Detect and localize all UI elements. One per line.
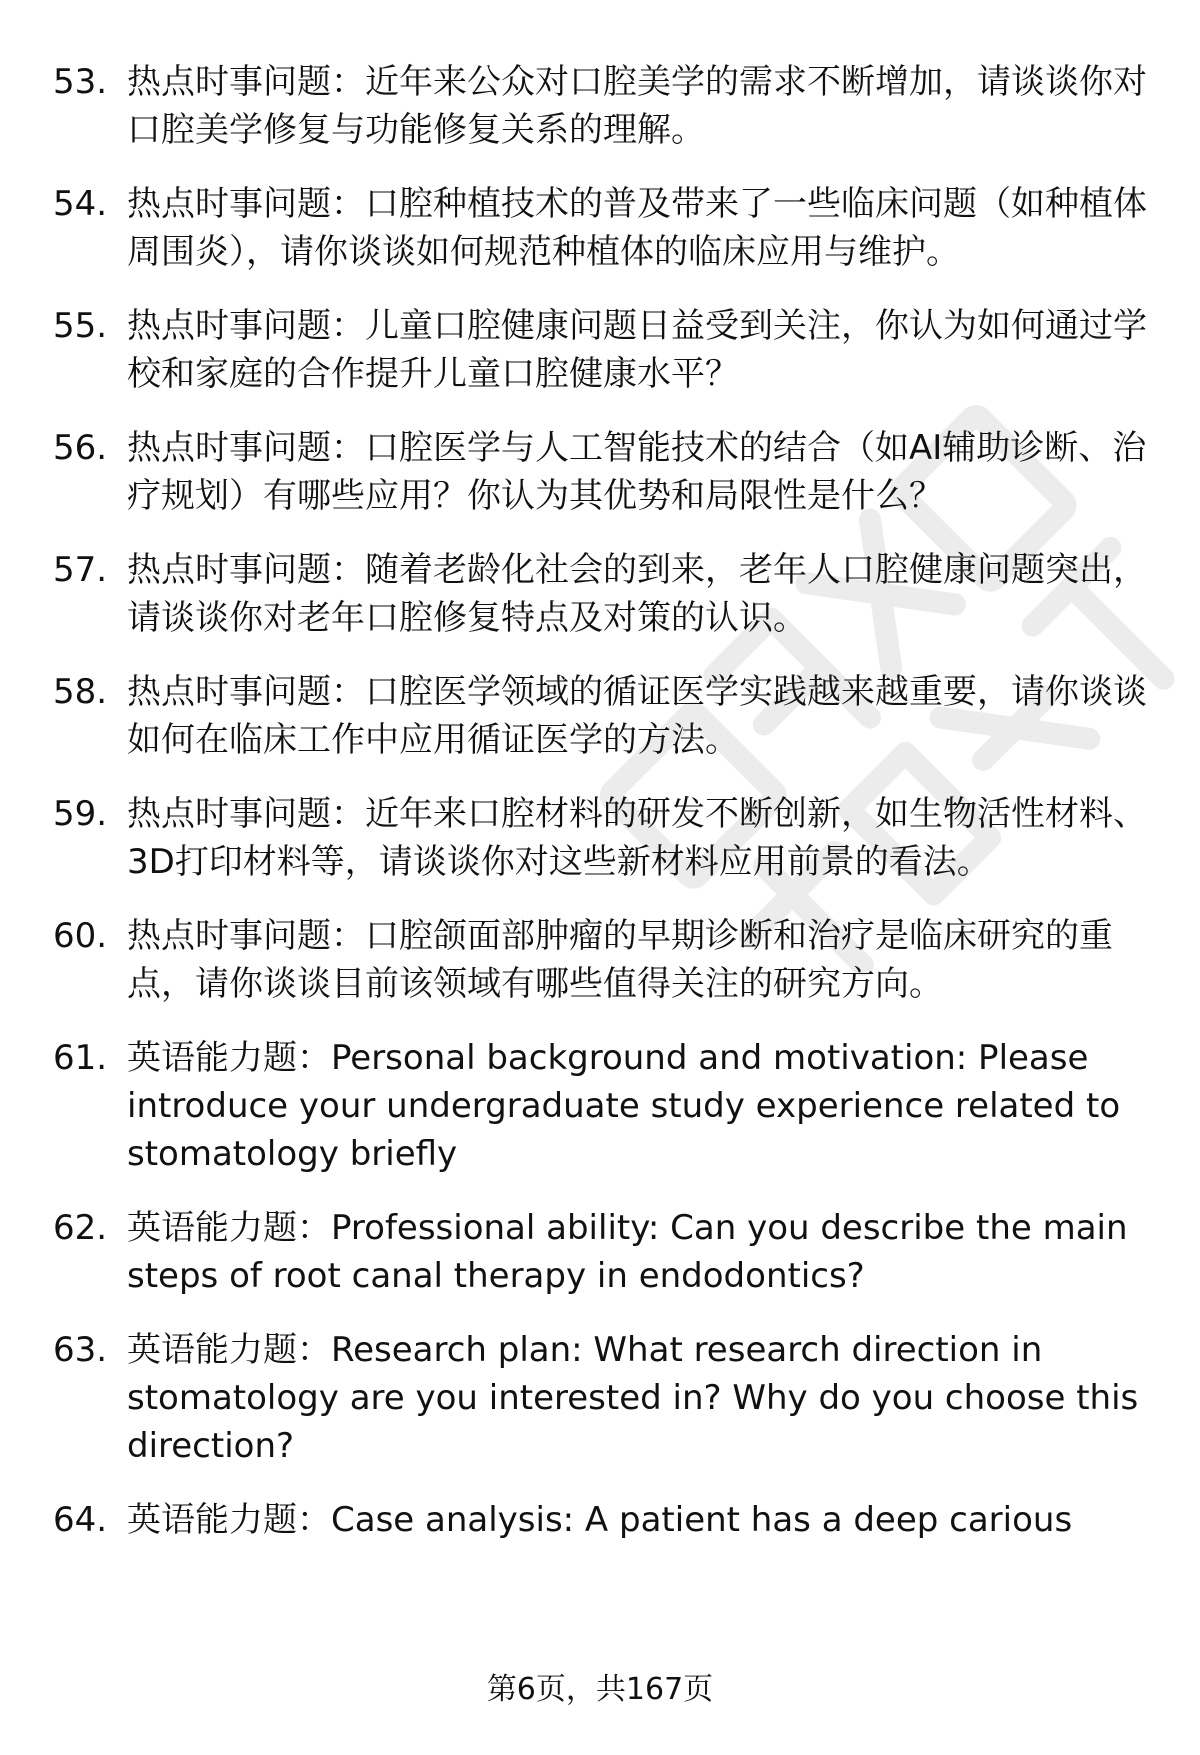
question-number: 61. [53, 1038, 108, 1078]
question-text: 热点时事问题：儿童口腔健康问题日益受到关注，你认为如何通过学校和家庭的合作提升儿童口腔健康水平？ [127, 306, 1147, 394]
question-number: 62. [53, 1208, 108, 1248]
question-item [53, 424, 1173, 520]
question-text: 热点时事问题：近年来口腔材料的研发不断创新，如生物活性材料、3D打印材料等，请谈谈你对这些新材料应用前景的看法。 [127, 794, 1147, 882]
question-text: 英语能力题：Professional ability: Can you describe the main steps of root canal therapy in endodontics? [127, 1208, 1128, 1296]
question-number: 63. [53, 1330, 108, 1370]
question-item [53, 302, 1173, 398]
question-list [53, 58, 1173, 1570]
question-item [53, 1326, 1173, 1470]
page-footer [0, 1670, 1200, 1710]
question-item [53, 790, 1173, 886]
question-number: 53. [53, 62, 108, 102]
question-text: 热点时事问题：口腔医学与人工智能技术的结合（如AI辅助诊断、治疗规划）有哪些应用？你认为其优势和局限性是什么？ [127, 428, 1147, 516]
question-text: 英语能力题：Research plan: What research direction in stomatology are you interested in? Why do you choose this direction? [127, 1330, 1139, 1466]
page-number-label: 第6页，共167页 [486, 1672, 714, 1707]
question-number: 55. [53, 306, 108, 346]
question-number: 60. [53, 916, 108, 956]
question-number: 58. [53, 672, 108, 712]
question-item [53, 1204, 1173, 1300]
question-item [53, 546, 1173, 642]
question-number: 57. [53, 550, 108, 590]
question-number: 64. [53, 1500, 108, 1540]
question-item [53, 1496, 1173, 1544]
question-item [53, 912, 1173, 1008]
question-text: 热点时事问题：近年来公众对口腔美学的需求不断增加，请谈谈你对口腔美学修复与功能修复关系的理解。 [127, 62, 1147, 150]
question-number: 56. [53, 428, 108, 468]
question-item [53, 58, 1173, 154]
question-item [53, 1034, 1173, 1178]
question-number: 54. [53, 184, 108, 224]
question-item [53, 180, 1173, 276]
question-text: 热点时事问题：口腔种植技术的普及带来了一些临床问题（如种植体周围炎），请你谈谈如何规范种植体的临床应用与维护。 [127, 184, 1147, 272]
question-text: 热点时事问题：口腔医学领域的循证医学实践越来越重要，请你谈谈如何在临床工作中应用循证医学的方法。 [127, 672, 1147, 760]
question-item [53, 668, 1173, 764]
question-text: 热点时事问题：随着老龄化社会的到来，老年人口腔健康问题突出，请谈谈你对老年口腔修复特点及对策的认识。 [127, 550, 1147, 638]
question-text: 热点时事问题：口腔颌面部肿瘤的早期诊断和治疗是临床研究的重点，请你谈谈目前该领域有哪些值得关注的研究方向。 [127, 916, 1113, 1004]
question-number: 59. [53, 794, 108, 834]
question-text: 英语能力题：Case analysis: A patient has a deep carious [127, 1500, 1073, 1540]
question-text: 英语能力题：Personal background and motivation: Please introduce your undergraduate study experience related to stomatology briefly [127, 1038, 1121, 1174]
